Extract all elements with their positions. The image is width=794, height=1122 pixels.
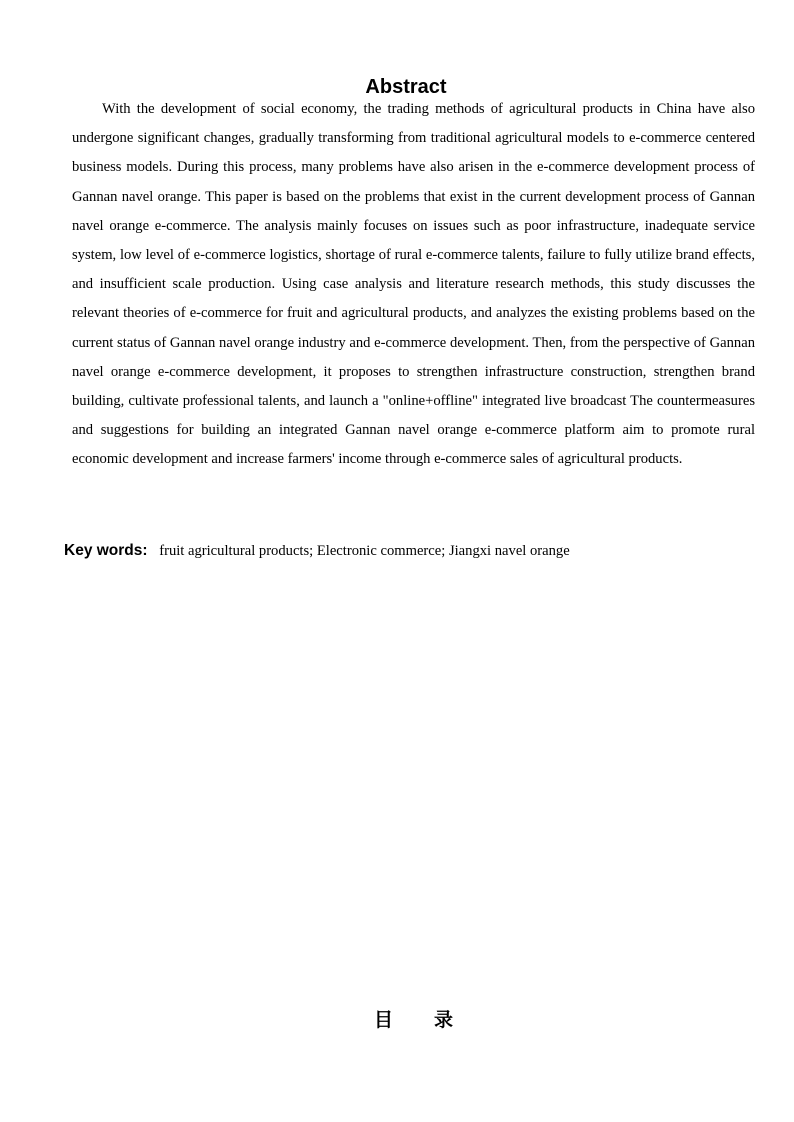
keywords-text: fruit agricultural products; Electronic commerce; Jiangxi navel orange	[159, 543, 570, 559]
toc-heading-char-1: 目	[374, 1009, 394, 1031]
abstract-paragraph: With the development of social economy, the trading methods of agricultural products in China have also undergone significant changes, gradually transforming from traditional agricultural models to e-commerce centered business models. During this process, many problems have also arisen in the e-commerce development process of Gannan navel orange. This paper is based on the problems that exist in the current development process of Gannan navel orange e-commerce. The analysis mainly focuses on issues such as poor infrastructure, inadequate service system, low level of e-commerce logistics, shortage of rural e-commerce talents, failure to fully utilize brand effects, and insufficient scale production. Using case analysis and literature research methods, this study discusses the relevant theories of e-commerce for fruit and agricultural products, and analyzes the existing problems based on the current status of Gannan navel orange industry and e-commerce development. Then, from the perspective of Gannan navel orange e-commerce development, it proposes to strengthen infrastructure construction, strengthen brand building, cultivate professional talents, and launch a "online+offline" integrated live broadcast The countermeasures and suggestions for building an integrated Gannan navel orange e-commerce platform aim to promote rural economic development and increase farmers' income through e-commerce sales of agricultural products.	[72, 101, 755, 468]
abstract-heading: Abstract	[365, 76, 447, 98]
keywords-line	[64, 539, 764, 563]
keywords-label: Key words:	[64, 542, 148, 559]
table-of-contents-heading	[374, 1006, 453, 1034]
toc-heading-char-2: 录	[434, 1009, 454, 1031]
